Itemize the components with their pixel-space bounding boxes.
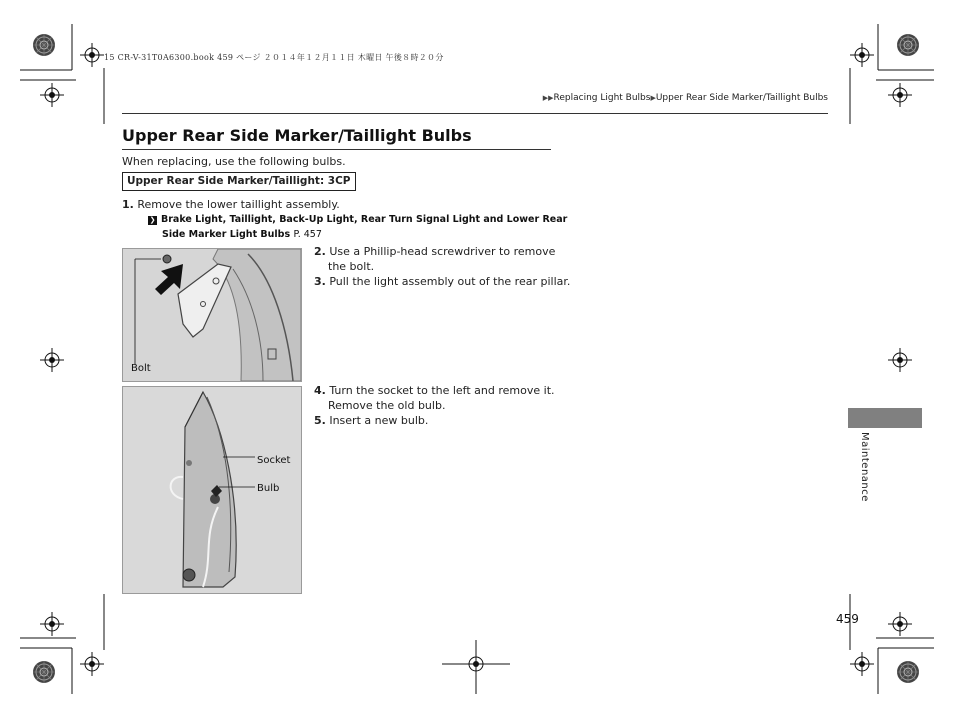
- breadcrumb-item-current: Upper Rear Side Marker/Taillight Bulbs: [655, 93, 828, 103]
- step-number: 2.: [314, 245, 326, 258]
- step-number: 5.: [314, 414, 326, 427]
- page-number: 459: [836, 612, 859, 626]
- step-1: [122, 197, 340, 212]
- steps-4-5: [314, 383, 554, 428]
- header-divider: [122, 113, 828, 114]
- figure-socket-bulb: [122, 386, 302, 594]
- step-text: Use a Phillip-head screwdriver to remove: [329, 245, 556, 258]
- chapter-label: Maintenance: [859, 432, 870, 502]
- step-2-continued: the bolt.: [328, 260, 375, 273]
- step-3: [314, 274, 571, 289]
- step-4-continued: Remove the old bulb.: [328, 399, 446, 412]
- step-number: 3.: [314, 275, 326, 288]
- step-number: 4.: [314, 384, 326, 397]
- label-bolt: Bolt: [131, 363, 151, 374]
- label-bulb: Bulb: [257, 483, 280, 494]
- double-arrow-icon: ▶▶: [542, 94, 554, 102]
- step-4: [314, 383, 554, 398]
- step-text: Turn the socket to the left and remove it.: [329, 384, 555, 397]
- page-title: Upper Rear Side Marker/Taillight Bulbs: [122, 126, 472, 145]
- cross-reference[interactable]: [148, 212, 567, 242]
- reference-arrow-icon: ❯: [149, 216, 156, 224]
- steps-2-3: [314, 244, 571, 289]
- step-text: Insert a new bulb.: [329, 414, 429, 427]
- title-divider: [122, 149, 551, 150]
- bolt-removal-illustration: [123, 249, 301, 381]
- step-text: Remove the lower taillight assembly.: [137, 198, 340, 211]
- step-5: [314, 413, 554, 428]
- arrow-icon: ▶: [650, 94, 656, 102]
- breadcrumb: [516, 93, 828, 103]
- intro-text: When replacing, use the following bulbs.: [122, 155, 346, 168]
- figure-bolt-removal: [122, 248, 302, 382]
- step-text: Pull the light assembly out of the rear pillar.: [329, 275, 571, 288]
- step-number: 1.: [122, 198, 134, 211]
- bulb-spec-box: Upper Rear Side Marker/Taillight: 3CP: [122, 172, 356, 191]
- ref-text-line2: Side Marker Light Bulbs: [162, 229, 291, 240]
- step-2: [314, 244, 554, 259]
- print-header: 15 CR-V-31T0A6300.book 459 ページ ２０１４年１２月１１日 木曜日 午後８時２０分: [104, 53, 444, 62]
- chapter-tab[interactable]: [848, 408, 922, 428]
- ref-page-link[interactable]: P. 457: [293, 229, 322, 240]
- breadcrumb-item-replacing-light-bulbs[interactable]: Replacing Light Bulbs: [553, 93, 651, 103]
- label-socket: Socket: [257, 455, 291, 466]
- ref-text-line1: Brake Light, Taillight, Back-Up Light, Rear Turn Signal Light and Lower Rear: [161, 214, 568, 225]
